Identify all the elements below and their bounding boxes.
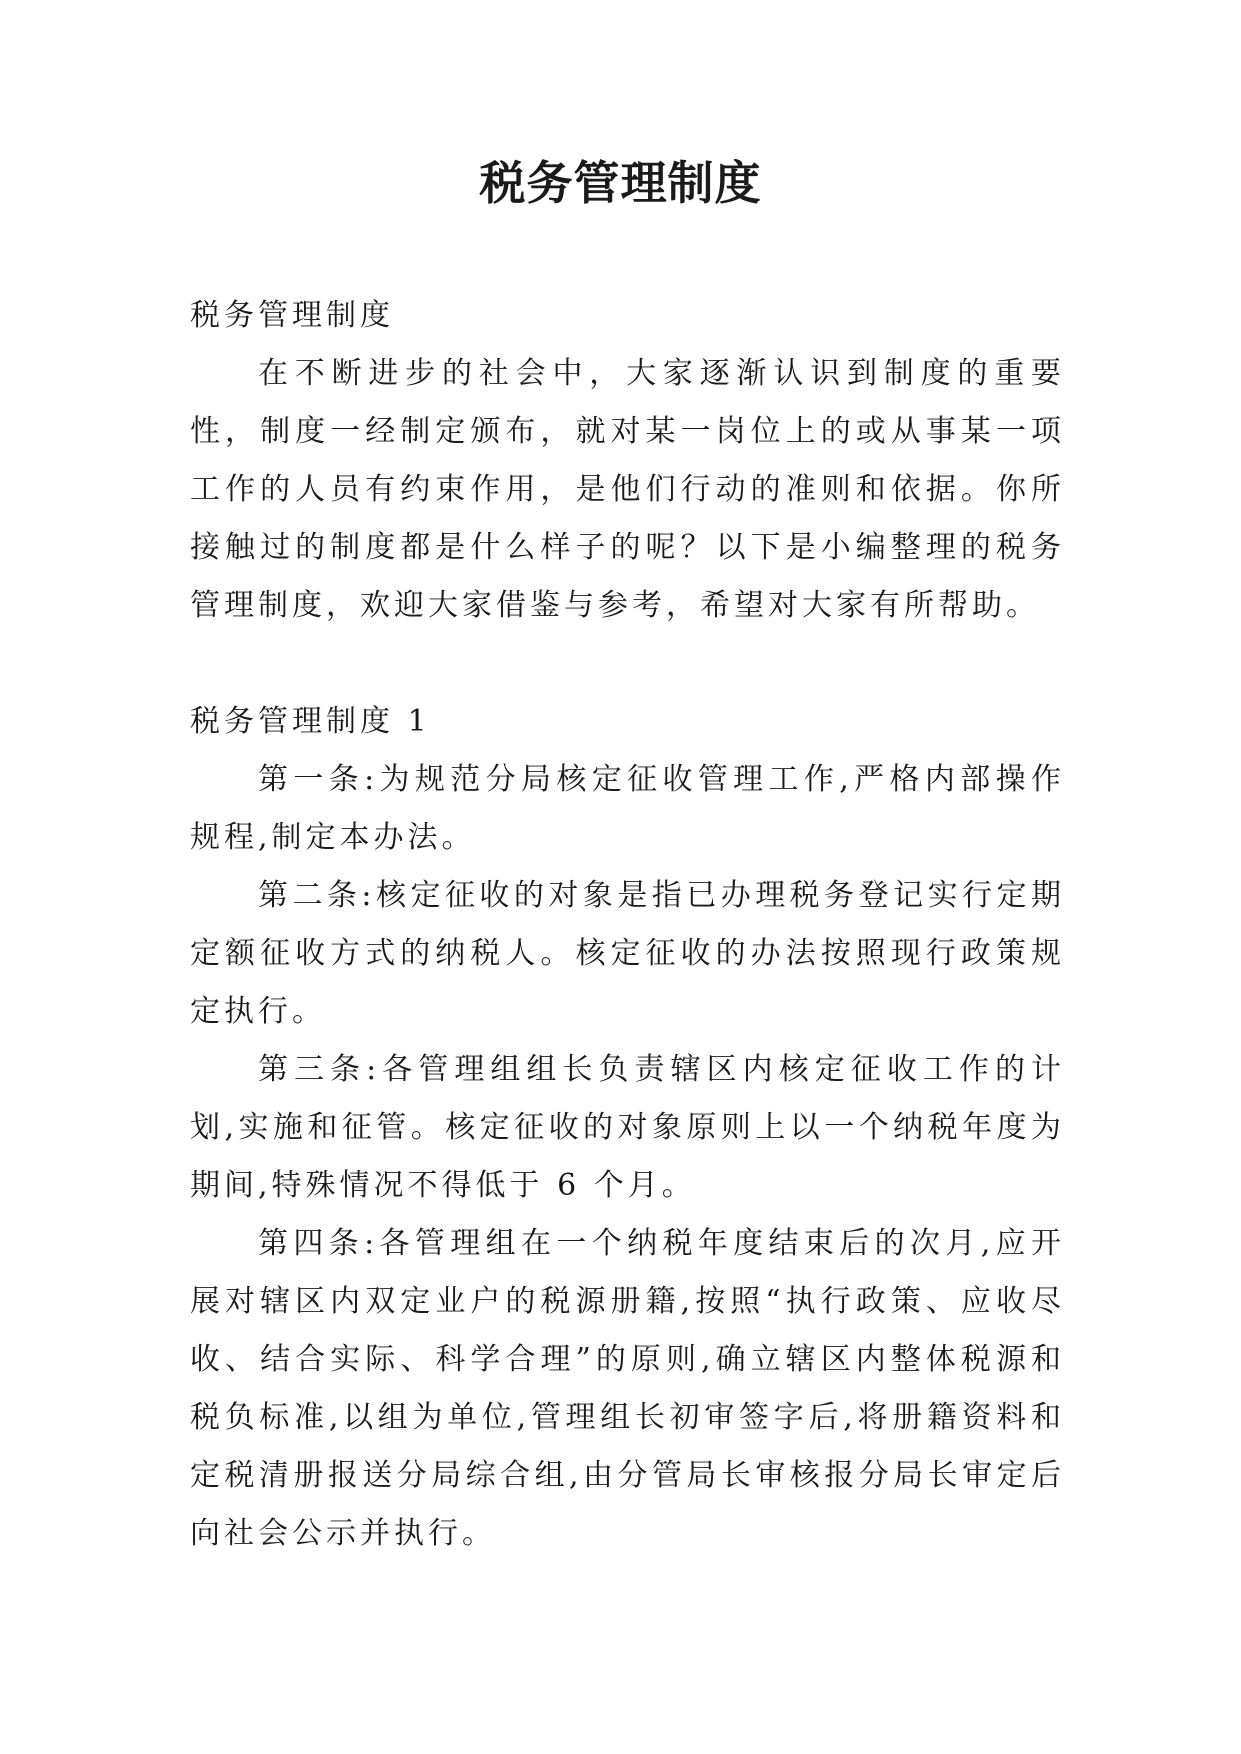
document-title: 税务管理制度 bbox=[479, 156, 762, 210]
article-paragraph: 第三条:各管理组组长负责辖区内核定征收工作的计划,实施和征管。核定征收的对象原则上以一个纳税年度为期间,特殊情况不得低于 6 个月。 bbox=[190, 1052, 1065, 1203]
intro-paragraph: 在不断进步的社会中，大家逐渐认识到制度的重要性，制度一经制定颁布，就对某一岗位上的或从事某一项工作的人员有约束作用，是他们行动的准则和依据。你所接触过的制度都是什么样子的呢？以下是小编整理的税务管理制度，欢迎大家借鉴与参考，希望对大家有所帮助。 bbox=[190, 356, 1065, 623]
article-paragraph: 第一条:为规范分局核定征收管理工作,严格内部操作规程,制定本办法。 bbox=[190, 762, 1065, 855]
article-paragraph: 第二条:核定征收的对象是指已办理税务登记实行定期定额征收方式的纳税人。核定征收的办法按照现行政策规定执行。 bbox=[190, 878, 1065, 1029]
intro-heading: 税务管理制度 bbox=[190, 298, 394, 333]
section-heading: 税务管理制度 1 bbox=[190, 704, 431, 739]
article-paragraph: 第四条:各管理组在一个纳税年度结束后的次月,应开展对辖区内双定业户的税源册籍,按照“执行政策、应收尽收、结合实际、科学合理”的原则,确立辖区内整体税源和税负标准,以组为单位,管理组长初审签字后,将册籍资料和定税清册报送分局综合组,由分管局长审核报分局长审定后向社会公示并执行。 bbox=[190, 1226, 1065, 1551]
